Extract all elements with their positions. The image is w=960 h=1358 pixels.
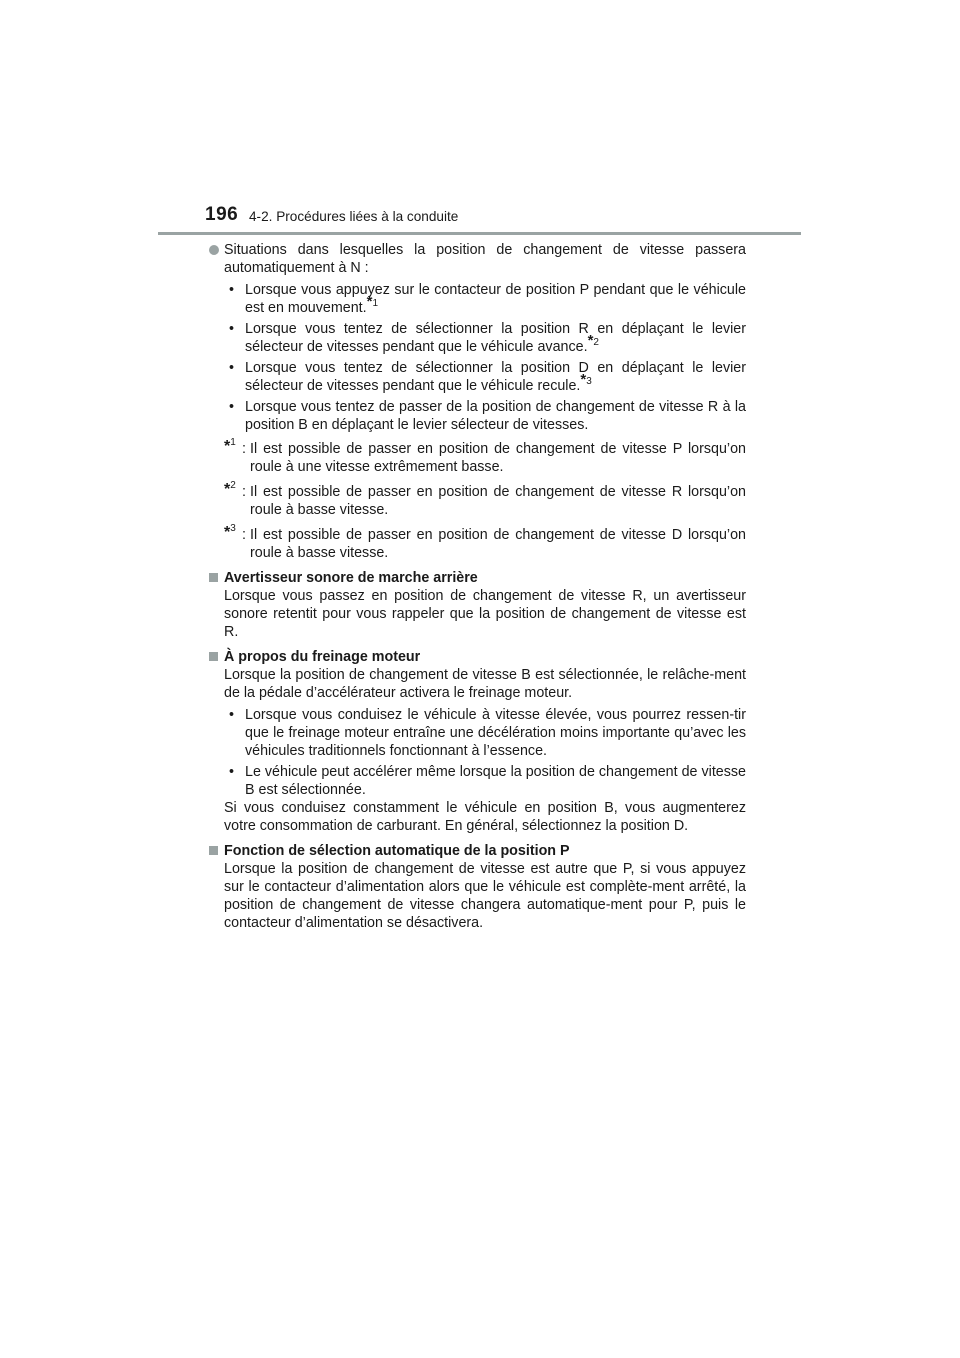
section-body: Lorsque vous passez en position de changement de vitesse R, un avertisseur sonore retentit pour vous rappeler que la position de changement de vitesse est R. [224,588,746,640]
footnote-mark [224,524,236,542]
section-auto-p [206,842,746,932]
footnote-colon: : [242,484,246,500]
section-heading: Fonction de sélection automatique de la position P [224,843,570,859]
footnote-text: Il est possible de passer en position de changement de vitesse D lorsqu’on roule à basse vitesse. [250,527,746,561]
intro-lead: Situations dans lesquelles la position de changement de vitesse passera automatiquement à N : [224,242,746,276]
footnote-text: Il est possible de passer en position de changement de vitesse R lorsqu’on roule à basse vitesse. [250,484,746,518]
list-item [224,320,746,356]
footnote-star: * [587,332,594,349]
bullet-dot: • [229,707,235,723]
section-reverse-buzzer [206,569,746,641]
footnote-star: * [366,293,373,310]
list-item [224,763,746,799]
footnote-number: 2 [230,480,236,491]
footnote-text: Il est possible de passer en position de changement de vitesse P lorsqu’on roule à une vitesse extrêmement basse. [250,441,746,475]
square-bullet-icon [209,652,218,661]
footnote-ref [366,293,378,310]
header-rule [158,232,801,235]
footnote-star: * [580,371,587,388]
footnote [206,480,746,519]
bullet-dot: • [229,399,235,415]
footnote-number: 3 [230,523,236,534]
footnote-mark [224,481,236,499]
footnote-ref [580,371,592,388]
footnote-colon: : [242,441,246,457]
footnote-star: * [224,524,231,541]
section-heading: À propos du freinage moteur [224,649,421,665]
intro-block [206,241,746,434]
list-item [224,281,746,317]
bullet-dot: • [229,282,235,298]
list-item-text: Lorsque vous tentez de passer de la position de changement de vitesse R à la position B en déplaçant le levier sélecteur de vitesses. [245,399,746,433]
square-bullet-icon [209,573,218,582]
list-item-text: Lorsque vous conduisez le véhicule à vitesse élevée, vous pourrez ressen-tir que le freinage moteur entraîne une décélération moins importante qu’avec les véhicules traditionnels fonctionnant à l’essence. [245,707,746,759]
list-item-text: Lorsque vous tentez de sélectionner la position D en déplaçant le levier sélecteur de vitesses pendant que le véhicule recule. [245,360,746,394]
footnote-colon: : [242,527,246,543]
footnote-number: 3 [586,376,592,387]
bullet-dot: • [229,321,235,337]
section-engine-brake [206,648,746,835]
footnote-star: * [224,481,231,498]
section-closing: Si vous conduisez constamment le véhicule en position B, vous augmenterez votre consommation de carburant. En général, sélectionnez la position D. [224,800,746,834]
square-bullet-icon [209,846,218,855]
section-body: Lorsque la position de changement de vitesse est autre que P, si vous appuyez sur le contacteur d’alimentation alors que le véhicule est complète-ment arrêté, la position de changement de vitesse changera automatique-ment pour P, puis le contacteur d’alimentation se désactivera. [224,861,746,931]
footnote-number: 1 [230,437,236,448]
list-item [224,398,746,434]
list-item-text: Lorsque vous tentez de sélectionner la position R en déplaçant le levier sélecteur de vitesses pendant que le véhicule avance. [245,321,746,355]
footnote-ref [587,332,599,349]
list-item-text: Le véhicule peut accélérer même lorsque la position de changement de vitesse B est sélectionnée. [245,764,746,798]
list-item [224,706,746,760]
page-content [206,241,746,932]
footnote [206,437,746,476]
intro-list [224,281,746,434]
footnote [206,523,746,562]
footnote-star: * [224,438,231,455]
footnote-number: 2 [593,337,599,348]
page-number: 196 [205,204,239,225]
footnote-mark [224,438,236,456]
section-body: Lorsque la position de changement de vitesse B est sélectionnée, le relâche-ment de la pédale d’accélérateur activera le freinage moteur. [224,667,746,701]
section-heading: Avertisseur sonore de marche arrière [224,570,478,586]
list-item [224,359,746,395]
bullet-dot: • [229,764,235,780]
bullet-dot: • [229,360,235,376]
section-title: 4-2. Procédures liées à la conduite [249,209,459,224]
section-list [224,706,746,799]
circle-bullet-icon [209,245,219,255]
footnote-number: 1 [372,298,378,309]
footnotes [206,437,746,562]
list-item-text: Lorsque vous appuyez sur le contacteur de position P pendant que le véhicule est en mouvement. [245,282,746,316]
